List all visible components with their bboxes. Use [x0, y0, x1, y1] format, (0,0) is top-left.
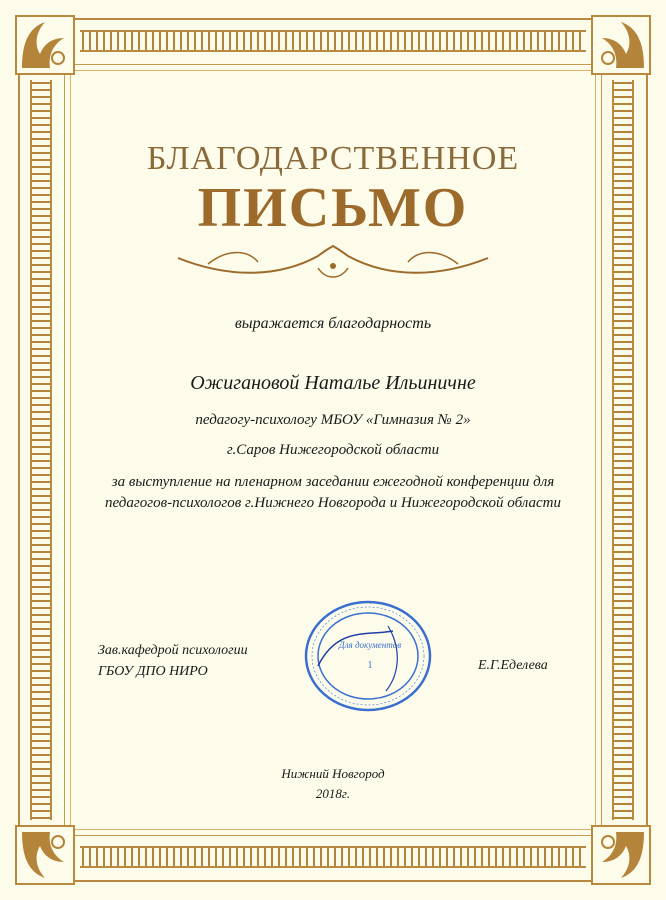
signatory-title-line-2: ГБОУ ДПО НИРО — [98, 664, 208, 679]
corner-ornament-icon — [590, 824, 652, 886]
footer-city: Нижний Новгород — [281, 766, 385, 781]
thanks-text: выражается благодарность — [234, 315, 432, 332]
corner-ornament-icon — [14, 824, 76, 886]
signatory-name: Е.Г.Еделева — [478, 658, 548, 673]
stamp-number: 1 — [367, 660, 373, 671]
footer-year: 2018г. — [315, 786, 351, 801]
recipient-position: педагогу-психологу МБОУ «Гимназия № 2» — [195, 412, 471, 428]
flourish-ornament-icon — [168, 238, 498, 284]
corner-ornament-icon — [14, 14, 76, 76]
award-reason: за выступление на пленарном заседании ежегодной конференции для педагогов-психологов г.Нижнего Новгорода и Нижегородской области — [105, 474, 561, 511]
corner-ornament-icon — [590, 14, 652, 76]
recipient-location: г.Саров Нижегородской области — [226, 442, 440, 458]
stamp-label: Для документов — [338, 640, 402, 650]
footer — [0, 764, 666, 804]
border-band-top — [80, 30, 586, 52]
recipient-name: Ожигановой Наталье Ильиничне — [190, 372, 476, 394]
title-line-1: БЛАГОДАРСТВЕННОЕ — [146, 140, 520, 177]
official-stamp — [298, 596, 438, 716]
border-band-bottom — [80, 846, 586, 868]
signatory-title — [98, 640, 248, 682]
signatory-title-line-1: Зав.кафедрой психологии — [98, 643, 248, 658]
title-line-2: ПИСЬМО — [197, 177, 469, 239]
